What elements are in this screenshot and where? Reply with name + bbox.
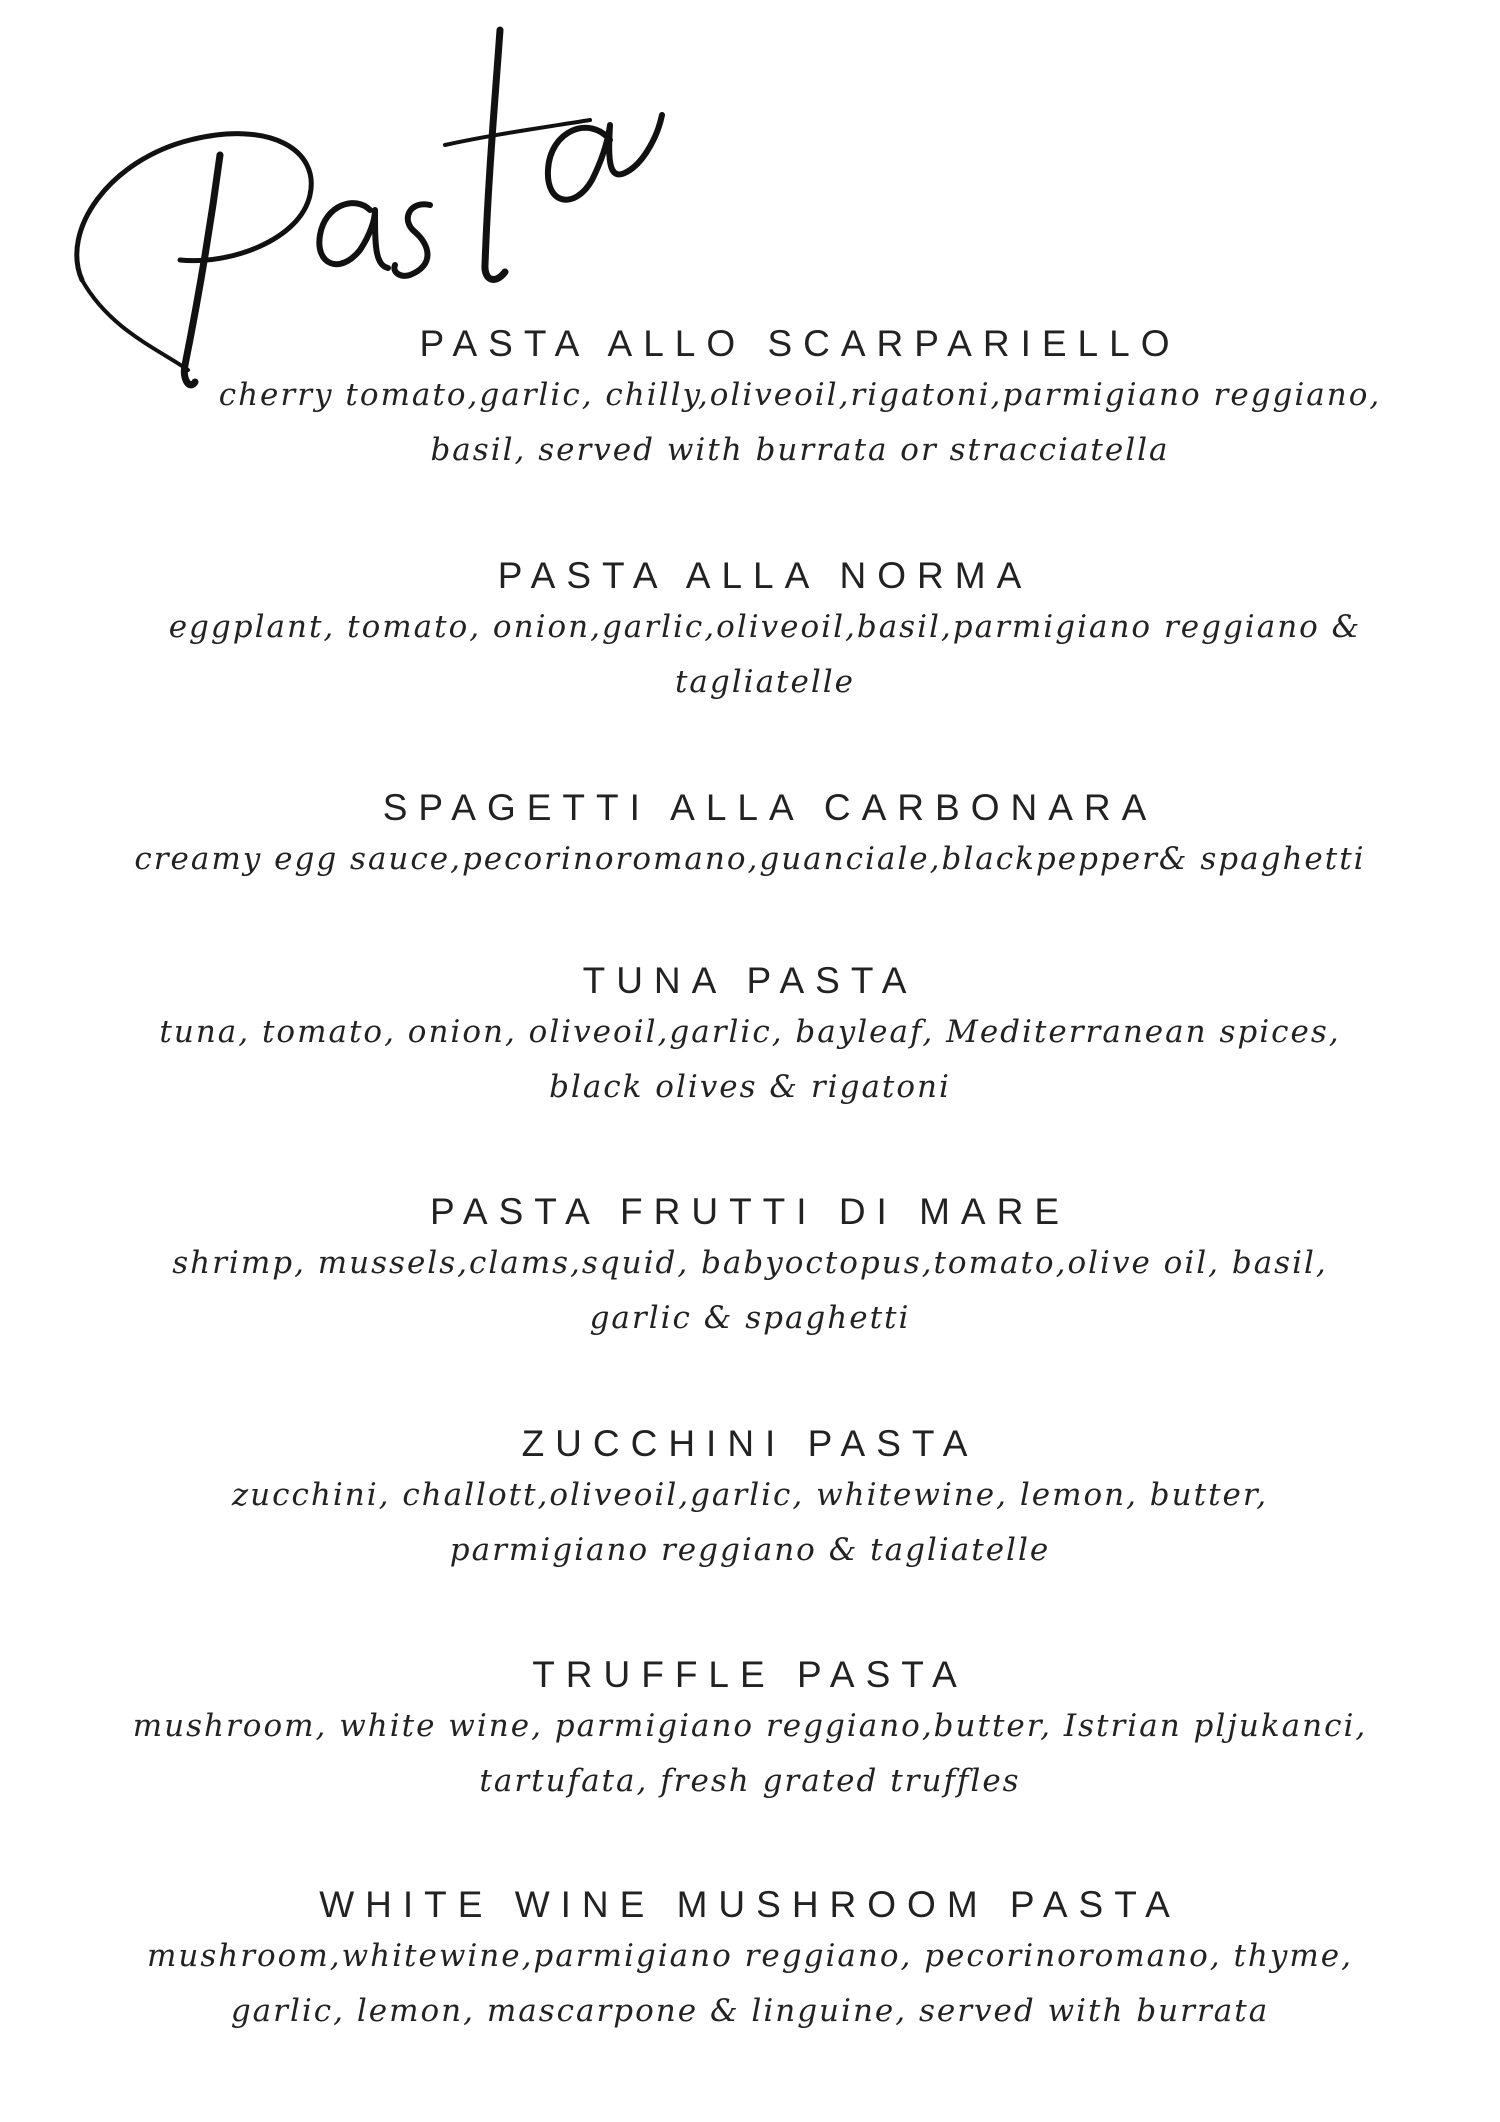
dish-name: PASTA ALLO SCARPARIELLO bbox=[419, 323, 1181, 364]
menu-item bbox=[0, 552, 1500, 710]
dish-name: TUNA PASTA bbox=[582, 960, 918, 1001]
dish-description-line: zucchini, challott,oliveoil,garlic, whitewine, lemon, butter, bbox=[231, 1477, 1269, 1513]
dish-description bbox=[0, 1005, 1500, 1115]
dish-description-line: mushroom,whitewine,parmigiano reggiano, pecorinoromano, thyme, bbox=[146, 1938, 1354, 1974]
dish-description-line: creamy egg sauce,pecorinoromano,guanciale,blackpepper& spaghetti bbox=[134, 841, 1366, 877]
dish-name: ZUCCHINI PASTA bbox=[521, 1423, 979, 1464]
dish-description-line: black olives & rigatoni bbox=[549, 1069, 951, 1105]
dish-description-line: basil, served with burrata or stracciatella bbox=[430, 432, 1170, 468]
dish-description-line: eggplant, tomato, onion,garlic,oliveoil,basil,parmigiano reggiano & bbox=[168, 609, 1362, 645]
dish-description-line: garlic, lemon, mascarpone & linguine, served with burrata bbox=[230, 1993, 1270, 2029]
dish-description-line: mushroom, white wine, parmigiano reggiano,butter, Istrian pljukanci, bbox=[132, 1708, 1368, 1744]
dish-description bbox=[0, 832, 1500, 887]
menu-item bbox=[0, 784, 1500, 887]
dish-description bbox=[0, 600, 1500, 710]
menu-item bbox=[0, 1420, 1500, 1578]
dish-description-line: shrimp, mussels,clams,squid, babyoctopus,tomato,olive oil, basil, bbox=[172, 1245, 1328, 1281]
dish-description-line: parmigiano reggiano & tagliatelle bbox=[449, 1532, 1051, 1568]
dish-description bbox=[0, 1236, 1500, 1346]
dish-name: TRUFFLE PASTA bbox=[532, 1654, 968, 1695]
menu-item bbox=[0, 1188, 1500, 1346]
dish-name: PASTA FRUTTI DI MARE bbox=[429, 1191, 1071, 1232]
dish-description bbox=[0, 368, 1500, 478]
dish-description-line: tuna, tomato, onion, oliveoil,garlic, bayleaf, Mediterranean spices, bbox=[159, 1014, 1341, 1050]
dish-description-line: garlic & spaghetti bbox=[589, 1300, 911, 1336]
dish-description bbox=[0, 1929, 1500, 2039]
menu-item bbox=[0, 1881, 1500, 2039]
dish-description bbox=[0, 1468, 1500, 1578]
dish-description bbox=[0, 1699, 1500, 1809]
menu-item bbox=[0, 320, 1500, 478]
dish-name: WHITE WINE MUSHROOM PASTA bbox=[319, 1884, 1181, 1925]
dish-description-line: cherry tomato,garlic, chilly,oliveoil,rigatoni,parmigiano reggiano, bbox=[218, 377, 1382, 413]
dish-name: SPAGETTI ALLA CARBONARA bbox=[382, 787, 1158, 828]
menu-item bbox=[0, 957, 1500, 1115]
dish-name: PASTA ALLA NORMA bbox=[497, 555, 1033, 596]
menu-item bbox=[0, 1651, 1500, 1809]
dish-description-line: tartufata, fresh grated truffles bbox=[479, 1763, 1021, 1799]
dish-description-line: tagliatelle bbox=[674, 664, 856, 700]
